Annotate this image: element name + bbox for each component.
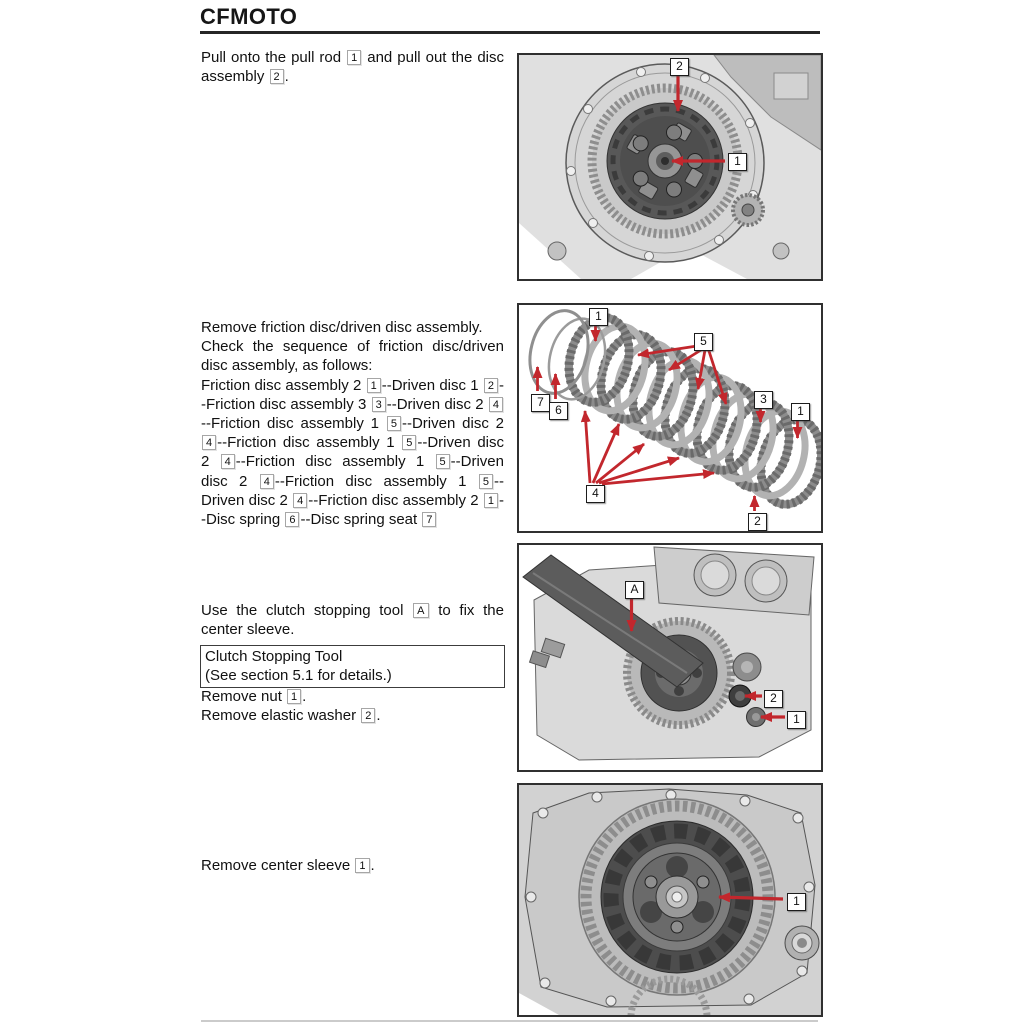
ref-badge-4: 4 (293, 493, 307, 508)
ref-badge-5: 5 (479, 474, 493, 489)
callout-2-badge: 2 (748, 513, 767, 531)
red-arrow-icon (719, 897, 783, 899)
callout-4-badge: 4 (586, 485, 605, 503)
callout-1-right-badge: 1 (791, 403, 810, 421)
callout-1-badge: 1 (787, 711, 806, 729)
callout-2-badge: 2 (764, 690, 783, 708)
step4-text: Remove center sleeve 1 . (201, 857, 375, 874)
step3-text: Use the clutch stopping tool A to fix the center sleeve. (201, 602, 504, 639)
step2-intro2-text: Check the sequence of friction disc/driven disc assembly, as follows: (201, 338, 504, 375)
step2-intro1-text: Remove friction disc/driven disc assembly. (201, 319, 483, 336)
step2-paragraph (201, 318, 504, 529)
footer-divider (201, 1020, 818, 1022)
ref-badge-2: 2 (270, 69, 284, 84)
ref-badge-1: 1 (347, 50, 361, 65)
ref-badge-1: 1 (355, 858, 369, 873)
figure-clutch-stopping-tool (517, 543, 823, 772)
callout-A-badge: A (625, 581, 644, 599)
ref-badge-5: 5 (387, 416, 401, 431)
ref-badge-A: A (413, 603, 428, 618)
callout-6-badge: 6 (549, 402, 568, 420)
ref-badge-1: 1 (287, 689, 301, 704)
center-sleeve-illustration (519, 785, 821, 1015)
remove-nut-paragraph (201, 687, 504, 706)
callout-1-badge: 1 (728, 153, 747, 171)
callout-3-badge: 3 (754, 391, 773, 409)
tool-note-box (200, 645, 505, 688)
tool-note-line1: Clutch Stopping Tool (205, 648, 343, 665)
remove-washer-paragraph (201, 706, 504, 725)
step4-paragraph (201, 856, 504, 875)
remove-washer-text: Remove elastic washer 2 . (201, 707, 381, 724)
figure-disc-assembly-pull-rod (517, 53, 823, 281)
figure-center-sleeve (517, 783, 823, 1017)
ref-badge-5: 5 (402, 435, 416, 450)
ref-badge-4: 4 (202, 435, 216, 450)
ref-badge-1: 1 (484, 493, 498, 508)
remove-nut-text: Remove nut 1 . (201, 688, 307, 705)
step2-sequence-text: Friction disc assembly 2 1 --Driven disc 1 2 --Friction disc assembly 3 3 --Driven disc 2 4--Friction disc assembly 1 5 --Driven disc 2 4 --Friction disc assembly 1 5 --Driven disc 2 4 --Friction disc assembly 1 5 --Driven disc 2 4 --Friction disc assembly 1 5 --Driven disc 2 4 --Friction disc assembly 2 1 --Disc spring 6 --Disc spring seat 7 (201, 376, 505, 529)
ref-badge-5: 5 (436, 454, 450, 469)
figure-disc-stack (517, 303, 823, 533)
ref-badge-7: 7 (422, 512, 436, 527)
step3-paragraph (201, 601, 504, 639)
ref-badge-4: 4 (221, 454, 235, 469)
callout-1-top-badge: 1 (589, 308, 608, 326)
step1-text: Pull onto the pull rod 1 and pull out the disc assembly 2 . (201, 49, 504, 86)
ref-badge-3: 3 (372, 397, 386, 412)
step1-paragraph (201, 48, 504, 86)
ref-badge-4: 4 (260, 474, 274, 489)
ref-badge-2: 2 (484, 378, 498, 393)
tool-note-line2: (See section 5.1 for details.) (205, 667, 392, 685)
ref-badge-2: 2 (361, 708, 375, 723)
ref-badge-1: 1 (367, 378, 381, 393)
header-rule (200, 31, 820, 34)
engine-tool-illustration (519, 545, 821, 770)
ref-badge-6: 6 (285, 512, 299, 527)
callout-1-badge: 1 (787, 893, 806, 911)
callout-5-badge: 5 (694, 333, 713, 351)
ref-badge-4: 4 (489, 397, 503, 412)
callout-2-badge: 2 (670, 58, 689, 76)
pull-rod (661, 157, 669, 165)
brand-title: CFMOTO (200, 4, 298, 29)
engine-clutch-illustration (519, 55, 821, 279)
callout-7-badge: 7 (531, 394, 550, 412)
